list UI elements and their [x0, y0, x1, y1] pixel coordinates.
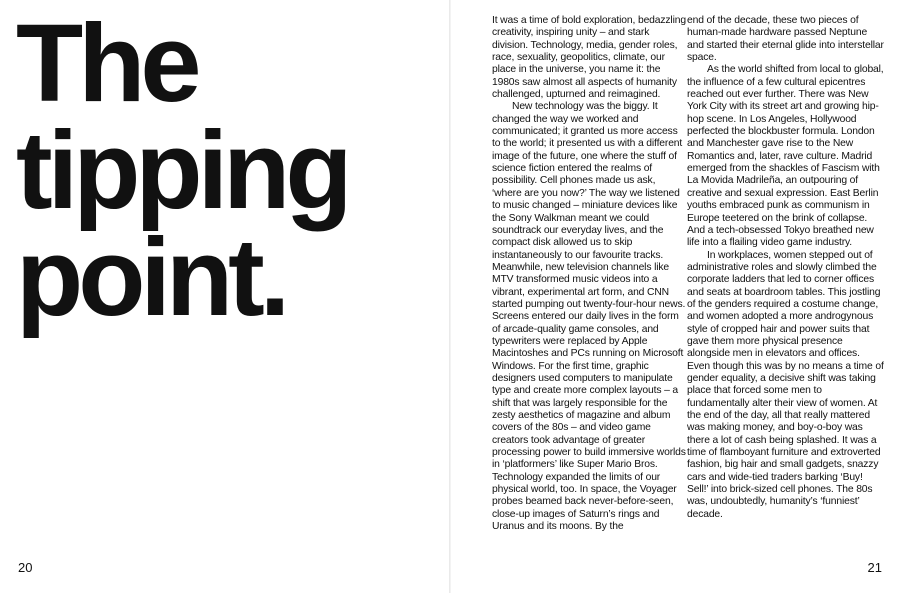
- chapter-headline: [16, 2, 348, 339]
- paragraph: In workplaces, women stepped out of administrative roles and slowly climbed the corporate ladders that led to corner offices and seats at boardroom tables. This jostling of the genders required a costume change, and women adopted a more androgynous style of cropped hair and power suits that gave them more physical presence alongside men in elevators and offices. Even though this was by no means a time of gender equality, a decisive shift was taking place that forced some men to fundamentally alter their view of women. At the end of the day, all that really mattered was making money, and boy-o-boy was there a lot of cash being splashed. It was a time of flamboyant furniture and extroverted fashion, big hair and small gadgets, snazzy cars and wide-tied traders barking ‘Buy! Sell!’ into brick-sized cell phones. The 80s was, undoubtedly, humanity’s ‘funniest’ decade.: [687, 249, 884, 520]
- paragraph: New technology was the biggy. It changed the way we worked and communicated; it granted us more access to the world; it presented us with a different image of the future, one where the stuff of science fiction entered the realms of possibility. Cell phones made us ask, ‘where are you now?’ The way we listened to music changed – miniature devices like the Sony Walkman meant we could soundtrack our everyday lives, and the compact disk allowed us to skip instantaneously to our favourite tracks. Meanwhile, new television channels like MTV transformed music videos into a vibrant, experimental art form, and CNN started pumping out twenty-four-hour news. Screens entered our daily lives in the form of arcade-quality game consoles, and typewriters were replaced by Apple Macintoshes and PCs running on Microsoft Windows. For the first time, graphic designers used computers to manipulate type and create more complex layouts – a shift that was largely responsible for the zesty aesthetics of magazine and album covers of the 80s – and video game creators took advantage of greater processing power to build immersive worlds in ‘platformers’ like Super Mario Bros. Technology expanded the limits of our physical world, too. In space, the Voyager probes beamed back never-before-seen, close-up images of Saturn’s rings and Uranus and its moons. By the: [492, 101, 686, 533]
- headline-line-2: tipping: [16, 109, 348, 232]
- paragraph: It was a time of bold exploration, bedazzling creativity, inspiring unity – and stark division. Technology, media, gender roles, race, sexuality, geopolitics, climate, our place in the universe, you name it: the 1980s saw almost all aspects of humanity challenged, upturned and reimagined.: [492, 15, 686, 101]
- text-column-1: [492, 15, 686, 533]
- text-column-2: [687, 15, 885, 521]
- paragraph: end of the decade, these two pieces of human-made hardware passed Neptune and started their eternal glide into interstellar space.: [687, 15, 884, 64]
- headline-line-3: point.: [16, 216, 286, 339]
- paragraph: As the world shifted from local to global, the influence of a few cultural epicentres reached out ever further. There was New York City with its street art and growing hip-hop scene. In Los Angeles, Hollywood perfected the blockbuster formula. London and Manchester gave rise to the New Romantics and, later, rave culture. Madrid emerged from the shackles of Fascism with La Movida Madrileña, an outpouring of creative and sexual expression. East Berlin youths embraced punk as communism in Europe teetered on the brink of collapse. And a tech-obsessed Tokyo breathed new life into a flailing video game industry.: [687, 64, 884, 249]
- left-page: [0, 0, 449, 593]
- headline-line-1: The: [16, 2, 197, 125]
- page-number-right: 21: [867, 560, 882, 575]
- page-number-left: 20: [18, 560, 33, 575]
- right-page: [451, 0, 900, 593]
